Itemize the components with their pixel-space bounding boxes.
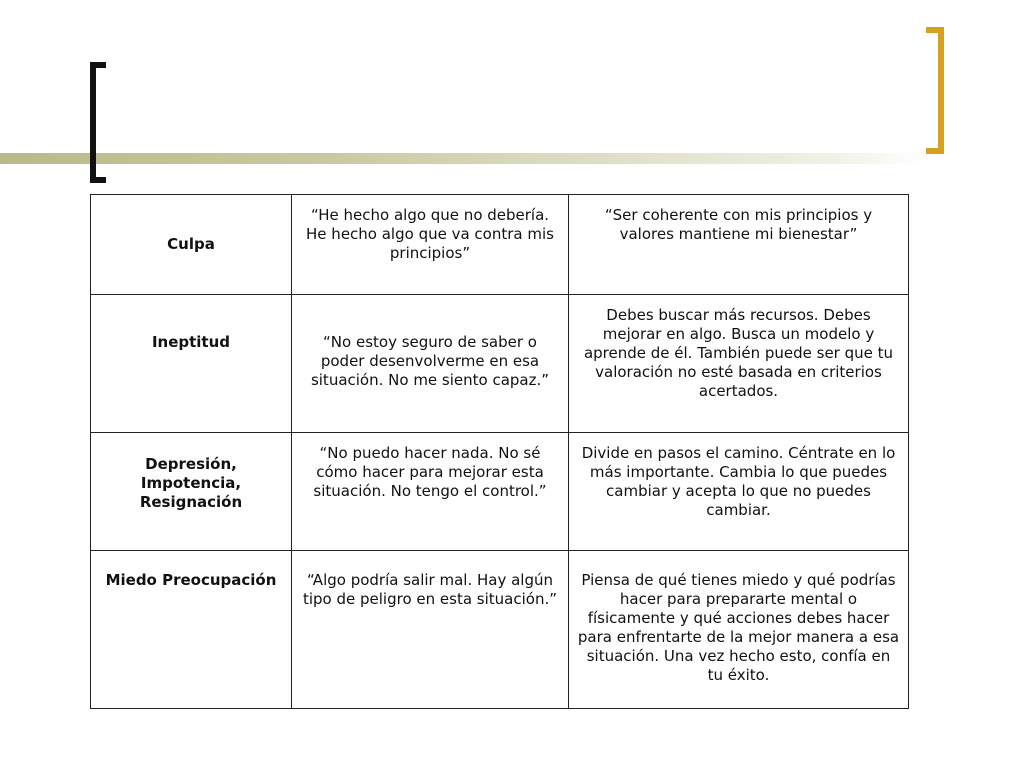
thought-cell: “Algo podría salir mal. Hay algún tipo de peligro en esta situación.” bbox=[292, 551, 569, 709]
advice-cell: Debes buscar más recursos. Debes mejorar en algo. Busca un modelo y aprende de él. También puede ser que tu valoración no esté basada en criterios acertados. bbox=[569, 295, 909, 433]
table-row bbox=[91, 551, 909, 709]
advice-cell: Divide en pasos el camino. Céntrate en lo más importante. Cambia lo que puedes cambiar y acepta lo que no puedes cambiar. bbox=[569, 433, 909, 551]
emotions-table-container bbox=[90, 194, 908, 709]
emotion-cell: Ineptitud bbox=[91, 295, 292, 433]
table-row bbox=[91, 195, 909, 295]
emotions-table bbox=[90, 194, 909, 709]
advice-cell: Piensa de qué tienes miedo y qué podrías hacer para prepararte mental o físicamente y qué acciones debes hacer para enfrentarte de la mejor manera a esa situación. Una vez hecho esto, confía en tu éxito. bbox=[569, 551, 909, 709]
thought-cell: “He hecho algo que no debería. He hecho algo que va contra mis principios” bbox=[292, 195, 569, 295]
table-row bbox=[91, 295, 909, 433]
table-row bbox=[91, 433, 909, 551]
emotion-cell: Culpa bbox=[91, 195, 292, 295]
emotion-cell: Depresión, Impotencia, Resignación bbox=[91, 433, 292, 551]
right-bracket-decoration bbox=[926, 27, 944, 154]
left-bracket-decoration bbox=[90, 62, 106, 183]
decorative-bar bbox=[0, 153, 925, 164]
advice-cell: “Ser coherente con mis principios y valores mantiene mi bienestar” bbox=[569, 195, 909, 295]
thought-cell: “No puedo hacer nada. No sé cómo hacer para mejorar esta situación. No tengo el control.” bbox=[292, 433, 569, 551]
emotion-cell: Miedo Preocupación bbox=[91, 551, 292, 709]
thought-cell: “No estoy seguro de saber o poder desenvolverme en esa situación. No me siento capaz.” bbox=[292, 295, 569, 433]
